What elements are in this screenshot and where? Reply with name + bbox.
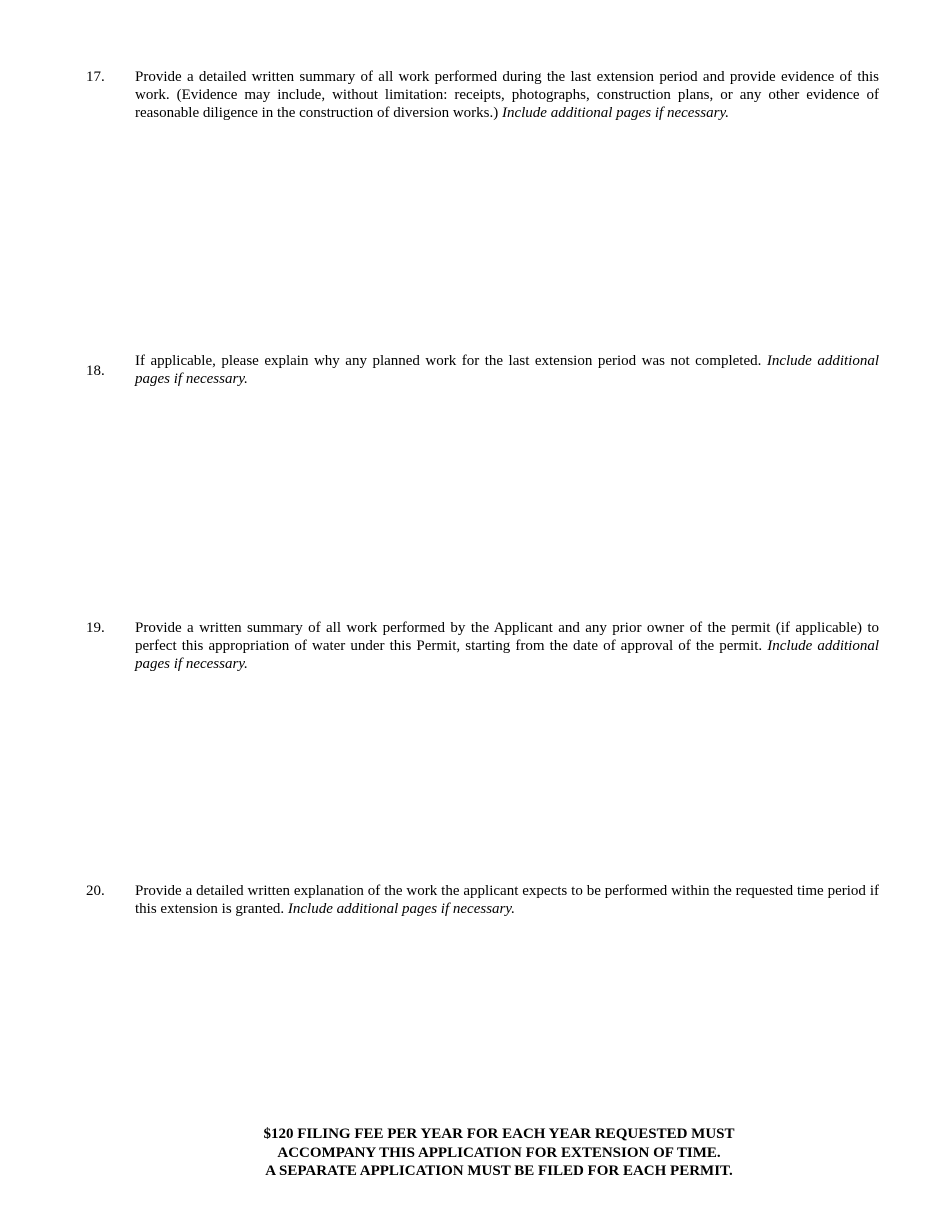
question-note: Include additional pages if necessary. — [501, 105, 730, 121]
filing-fee-line-1: $120 FILING FEE PER YEAR FOR EACH YEAR REQUESTED MUST — [263, 1126, 735, 1142]
question-note: Include additional pages if necessary. — [135, 353, 879, 387]
question-text — [135, 619, 879, 673]
question-18 — [86, 352, 879, 388]
question-body: Provide a detailed written summary of all work performed during the last extension period and provide evidence of this work. (Evidence may include, without limitation: receipts, photographs, construction plans, or any other evidence of reasonable diligence in the construction of diversion works.) — [135, 69, 879, 121]
question-19 — [86, 619, 879, 673]
question-number: 19. — [86, 620, 105, 636]
question-number: 20. — [86, 883, 105, 899]
question-body: If applicable, please explain why any planned work for the last extension period was not completed. — [135, 353, 767, 369]
filing-fee-notice — [0, 1125, 950, 1181]
question-number: 17. — [86, 69, 105, 85]
filing-fee-line-2: ACCOMPANY THIS APPLICATION FOR EXTENSION OF TIME. — [277, 1144, 721, 1161]
question-body: Provide a written summary of all work performed by the Applicant and any prior owner of the permit (if applicable) to perfect this appropriation of water under this Permit, starting from the date of approval of the permit. — [135, 620, 879, 654]
question-text — [135, 882, 879, 918]
question-note: Include additional pages if necessary. — [287, 901, 515, 917]
question-20 — [86, 882, 879, 918]
question-text — [135, 352, 879, 388]
filing-fee-line-3: A SEPARATE APPLICATION MUST BE FILED FOR EACH PERMIT. — [265, 1163, 733, 1179]
question-17 — [86, 68, 879, 122]
question-number: 18. — [86, 363, 105, 379]
question-body: Provide a detailed written explanation of the work the applicant expects to be performed within the requested time period if this extension is granted. — [135, 883, 879, 917]
question-note: Include additional pages if necessary. — [135, 638, 879, 672]
question-text — [135, 68, 879, 122]
